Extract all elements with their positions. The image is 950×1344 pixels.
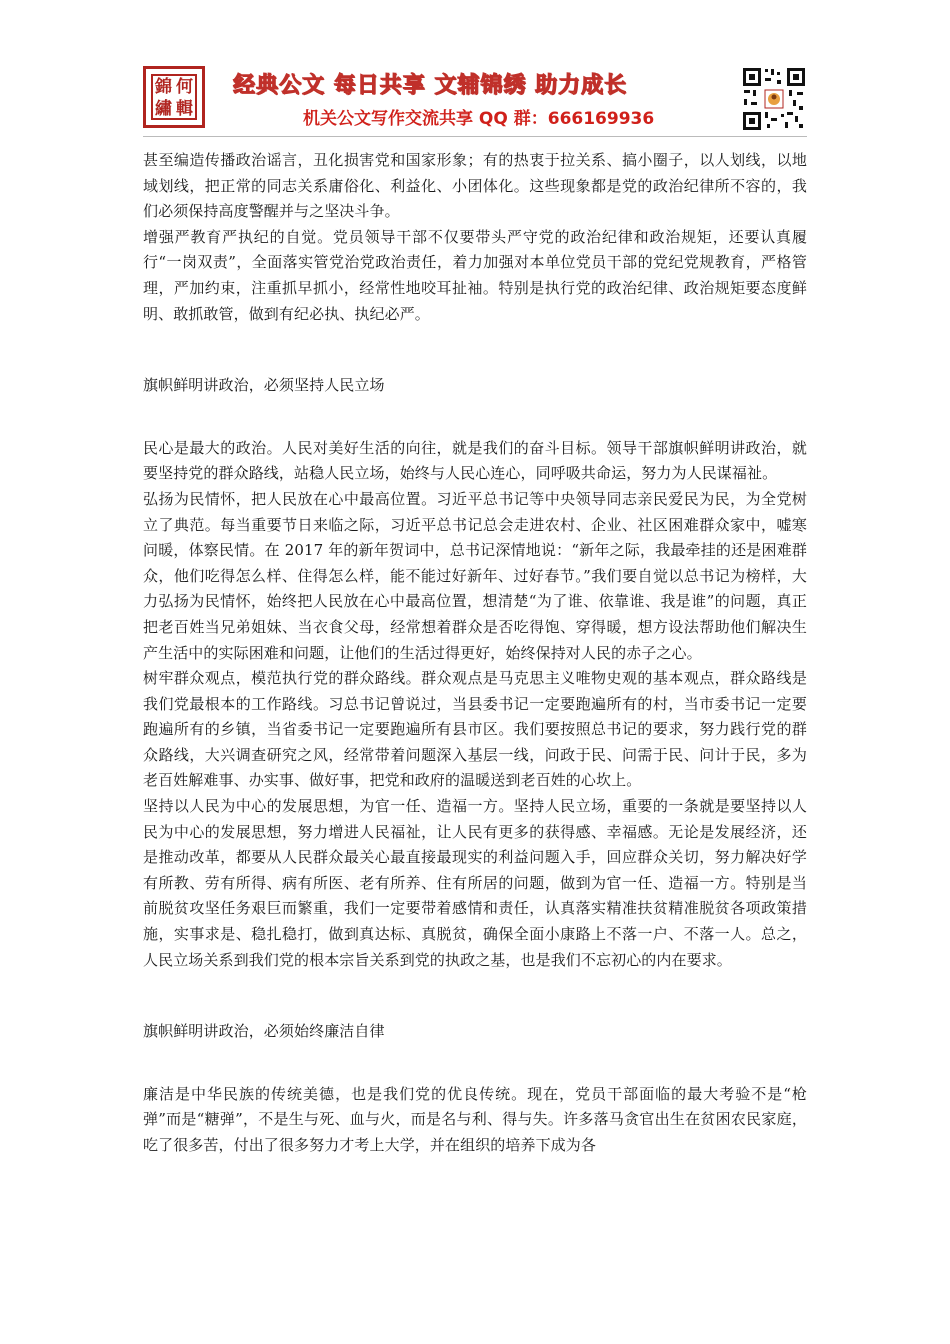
- section-heading: 旗帜鲜明讲政治，必须坚持人民立场: [143, 376, 385, 395]
- header-divider: [143, 136, 807, 137]
- paragraph: 民心是最大的政治。人民对美好生活的向往，就是我们的奋斗目标。领导干部旗帜鲜明讲政治，就要坚持党的群众路线，站稳人民立场，始终与人民心连心，同呼吸共命运，努力为人民谋福祉。: [143, 438, 807, 483]
- section-heading: 旗帜鲜明讲政治，必须始终廉洁自律: [143, 1022, 385, 1041]
- seal-logo: [143, 66, 205, 128]
- paragraph: 甚至编造传播政治谣言，丑化损害党和国家形象；有的热衷于拉关系、搞小圈子，以人划线，以地域划线，把正常的同志关系庸俗化、利益化、小团体化。这些现象都是党的政治纪律所不容的，我们必须保持高度警醒并与之坚决斗争。: [143, 151, 807, 221]
- paragraph: 弘扬为民情怀，把人民放在心中最高位置。习近平总书记等中央领导同志亲民爱民为民，为全党树立了典范。每当重要节日来临之际，习近平总书记总会走进农村、企业、社区困难群众家中，嘘寒问暖，体察民情。在 2017 年的新年贺词中，总书记深情地说：“新年之际，我最牵挂的还是困难群众，他们吃得怎么样、住得怎么样，能不能过好新年、过好春节。”我们要自觉以总书记为榜样，大力弘扬为民情怀，始终把人民放在心中最高位置，想清楚“为了谁、依靠谁、我是谁”的问题，真正把老百姓当兄弟姐妹、当衣食父母，经常想着群众是否吃得饱、穿得暖，想方设法帮助他们解决生产生活中的实际困难和问题，让他们的生活过得更好，始终保持对人民的赤子之心。: [143, 489, 807, 662]
- paragraph: 坚持以人民为中心的发展思想，为官一任、造福一方。坚持人民立场，重要的一条就是要坚持以人民为中心的发展思想，努力增进人民福祉，让人民有更多的获得感、幸福感。无论是发展经济，还是推动改革，都要从人民群众最关心最直接最现实的利益问题入手，回应群众关切，努力解决好学有所教、劳有所得、病有所医、老有所养、住有所居的问题，做到为官一任、造福一方。特别是当前脱贫攻坚任务艰巨而繁重，我们一定要带着感情和责任，认真落实精准扶贫精准脱贫各项政策措施，实事求是、稳扎稳打，做到真达标、真脱贫，确保全面小康路上不落一户、不落一人。总之，人民立场关系到我们党的根本宗旨关系到党的执政之基，也是我们不忘初心的内在要求。: [143, 797, 807, 969]
- document-body: [143, 148, 807, 1159]
- header-slogan: 经典公文 每日共享 文辅锦绣 助力成长: [233, 73, 627, 98]
- spacer: [143, 973, 807, 1019]
- logo-char: 錦: [155, 77, 172, 97]
- paragraph: 树牢群众观点，模范执行党的群众路线。群众观点是马克思主义唯物史观的基本观点，群众路线是我们党最根本的工作路线。习总书记曾说过，当县委书记一定要跑遍所有的村，当市委书记一定要跑遍所有的乡镇，当省委书记一定要跑遍所有县市区。我们要按照总书记的要求，努力践行党的群众路线，大兴调查研究之风，经常带着问题深入基层一线，问政于民、问需于民、问计于民，多为老百姓解难事、办实事、做好事，把党和政府的温暖送到老百姓的心坎上。: [143, 669, 807, 790]
- logo-char: 繡: [155, 99, 172, 119]
- header-qq-line: 机关公文写作交流共享 QQ 群：666169936: [303, 109, 655, 129]
- logo-char: 輯: [176, 99, 193, 119]
- logo-char: 何: [176, 77, 193, 97]
- spacer: [143, 327, 807, 373]
- document-header: [143, 66, 807, 132]
- paragraph: 廉洁是中华民族的传统美德，也是我们党的优良传统。现在，党员干部面临的最大考验不是“枪弹”而是“糖弹”，不是生与死、血与火，而是名与利、得与失。许多落马贪官出生在贫困农民家庭，吃了很多苦，付出了很多努力才考上大学，并在组织的培养下成为各: [143, 1084, 807, 1154]
- spacer: [143, 399, 807, 436]
- qr-code-icon: [741, 66, 807, 132]
- paragraph: 增强严教育严执纪的自觉。党员领导干部不仅要带头严守党的政治纪律和政治规矩，还要认真履行“一岗双责”，全面落实管党治党政治责任，着力加强对本单位党员干部的党纪党规教育，严格管理，严加约束，注重抓早抓小，经常性地咬耳扯袖。特别是执行党的政治纪律、政治规矩要态度鲜明、敢抓敢管，做到有纪必执、执纪必严。: [143, 227, 807, 323]
- spacer: [143, 1045, 807, 1082]
